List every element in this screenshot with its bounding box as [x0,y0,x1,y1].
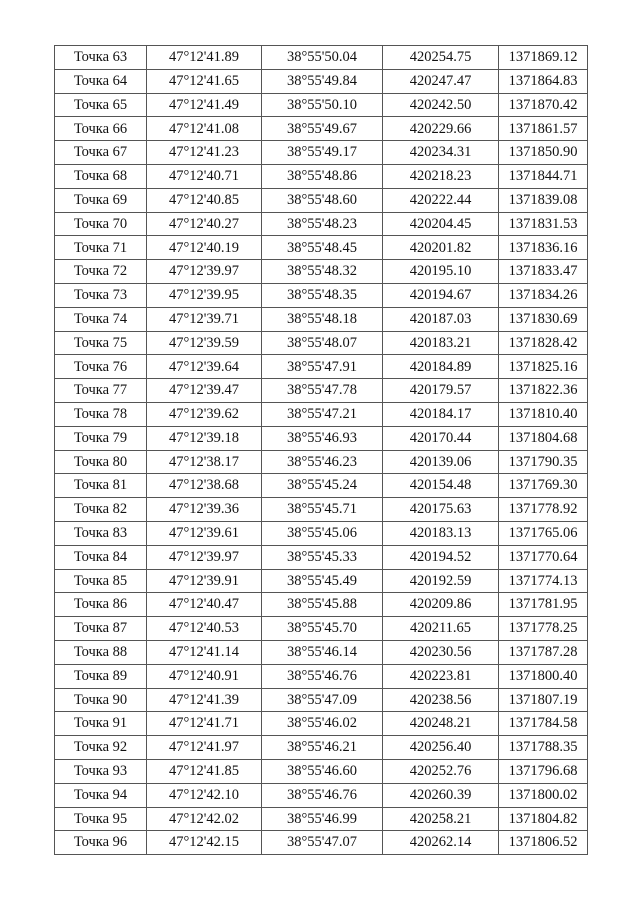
x-coordinate-cell: 420222.44 [383,188,499,212]
longitude-cell: 38°55'48.23 [262,212,383,236]
x-coordinate-cell: 420256.40 [383,736,499,760]
latitude-cell: 47°12'40.71 [147,164,262,188]
longitude-cell: 38°55'48.45 [262,236,383,260]
y-coordinate-cell: 1371806.52 [499,831,588,855]
x-coordinate-cell: 420183.13 [383,521,499,545]
longitude-cell: 38°55'48.60 [262,188,383,212]
longitude-cell: 38°55'47.91 [262,355,383,379]
latitude-cell: 47°12'39.97 [147,260,262,284]
x-coordinate-cell: 420184.89 [383,355,499,379]
table-row [55,93,588,117]
table-row [55,521,588,545]
table-row [55,117,588,141]
y-coordinate-cell: 1371770.64 [499,545,588,569]
point-name-cell: Точка 65 [55,93,147,117]
latitude-cell: 47°12'41.65 [147,69,262,93]
point-name-cell: Точка 69 [55,188,147,212]
longitude-cell: 38°55'48.32 [262,260,383,284]
latitude-cell: 47°12'39.59 [147,331,262,355]
latitude-cell: 47°12'42.02 [147,807,262,831]
x-coordinate-cell: 420254.75 [383,46,499,70]
table-row [55,236,588,260]
latitude-cell: 47°12'39.97 [147,545,262,569]
point-name-cell: Точка 91 [55,712,147,736]
y-coordinate-cell: 1371869.12 [499,46,588,70]
y-coordinate-cell: 1371830.69 [499,307,588,331]
longitude-cell: 38°55'48.07 [262,331,383,355]
x-coordinate-cell: 420194.52 [383,545,499,569]
longitude-cell: 38°55'46.99 [262,807,383,831]
latitude-cell: 47°12'41.08 [147,117,262,141]
y-coordinate-cell: 1371790.35 [499,450,588,474]
table-row [55,807,588,831]
latitude-cell: 47°12'39.91 [147,569,262,593]
table-row [55,688,588,712]
y-coordinate-cell: 1371774.13 [499,569,588,593]
longitude-cell: 38°55'46.14 [262,640,383,664]
x-coordinate-cell: 420252.76 [383,759,499,783]
table-row [55,69,588,93]
latitude-cell: 47°12'41.97 [147,736,262,760]
longitude-cell: 38°55'48.18 [262,307,383,331]
latitude-cell: 47°12'41.14 [147,640,262,664]
point-name-cell: Точка 68 [55,164,147,188]
latitude-cell: 47°12'39.64 [147,355,262,379]
table-row [55,46,588,70]
table-row [55,759,588,783]
latitude-cell: 47°12'39.47 [147,379,262,403]
point-name-cell: Точка 94 [55,783,147,807]
latitude-cell: 47°12'41.85 [147,759,262,783]
longitude-cell: 38°55'45.49 [262,569,383,593]
point-name-cell: Точка 88 [55,640,147,664]
latitude-cell: 47°12'40.85 [147,188,262,212]
y-coordinate-cell: 1371844.71 [499,164,588,188]
point-name-cell: Точка 76 [55,355,147,379]
longitude-cell: 38°55'47.78 [262,379,383,403]
longitude-cell: 38°55'46.60 [262,759,383,783]
table-row [55,426,588,450]
point-name-cell: Точка 79 [55,426,147,450]
point-name-cell: Точка 96 [55,831,147,855]
y-coordinate-cell: 1371781.95 [499,593,588,617]
table-row [55,164,588,188]
point-name-cell: Точка 92 [55,736,147,760]
table-row [55,736,588,760]
latitude-cell: 47°12'40.19 [147,236,262,260]
x-coordinate-cell: 420184.17 [383,402,499,426]
coordinates-table [54,45,588,855]
x-coordinate-cell: 420187.03 [383,307,499,331]
longitude-cell: 38°55'45.06 [262,521,383,545]
y-coordinate-cell: 1371828.42 [499,331,588,355]
table-row [55,831,588,855]
table-row [55,712,588,736]
table-row [55,640,588,664]
y-coordinate-cell: 1371825.16 [499,355,588,379]
y-coordinate-cell: 1371765.06 [499,521,588,545]
longitude-cell: 38°55'49.17 [262,141,383,165]
point-name-cell: Точка 66 [55,117,147,141]
longitude-cell: 38°55'47.21 [262,402,383,426]
table-row [55,617,588,641]
point-name-cell: Точка 73 [55,283,147,307]
latitude-cell: 47°12'42.10 [147,783,262,807]
latitude-cell: 47°12'38.17 [147,450,262,474]
point-name-cell: Точка 75 [55,331,147,355]
x-coordinate-cell: 420248.21 [383,712,499,736]
y-coordinate-cell: 1371836.16 [499,236,588,260]
longitude-cell: 38°55'50.04 [262,46,383,70]
latitude-cell: 47°12'42.15 [147,831,262,855]
x-coordinate-cell: 420192.59 [383,569,499,593]
x-coordinate-cell: 420201.82 [383,236,499,260]
longitude-cell: 38°55'45.33 [262,545,383,569]
latitude-cell: 47°12'40.27 [147,212,262,236]
table-row [55,307,588,331]
latitude-cell: 47°12'40.53 [147,617,262,641]
latitude-cell: 47°12'38.68 [147,474,262,498]
point-name-cell: Точка 63 [55,46,147,70]
latitude-cell: 47°12'41.89 [147,46,262,70]
table-row [55,141,588,165]
point-name-cell: Точка 86 [55,593,147,617]
point-name-cell: Точка 78 [55,402,147,426]
table-row [55,283,588,307]
y-coordinate-cell: 1371800.40 [499,664,588,688]
point-name-cell: Точка 95 [55,807,147,831]
x-coordinate-cell: 420183.21 [383,331,499,355]
x-coordinate-cell: 420260.39 [383,783,499,807]
x-coordinate-cell: 420262.14 [383,831,499,855]
longitude-cell: 38°55'46.21 [262,736,383,760]
y-coordinate-cell: 1371850.90 [499,141,588,165]
latitude-cell: 47°12'41.49 [147,93,262,117]
y-coordinate-cell: 1371800.02 [499,783,588,807]
point-name-cell: Точка 84 [55,545,147,569]
y-coordinate-cell: 1371833.47 [499,260,588,284]
y-coordinate-cell: 1371831.53 [499,212,588,236]
x-coordinate-cell: 420204.45 [383,212,499,236]
table-row [55,569,588,593]
table-row [55,545,588,569]
longitude-cell: 38°55'46.02 [262,712,383,736]
table-row [55,260,588,284]
table-row [55,664,588,688]
longitude-cell: 38°55'47.07 [262,831,383,855]
x-coordinate-cell: 420194.67 [383,283,499,307]
table-row [55,331,588,355]
point-name-cell: Точка 82 [55,498,147,522]
point-name-cell: Точка 72 [55,260,147,284]
longitude-cell: 38°55'45.88 [262,593,383,617]
point-name-cell: Точка 74 [55,307,147,331]
longitude-cell: 38°55'46.76 [262,783,383,807]
table-row [55,188,588,212]
longitude-cell: 38°55'47.09 [262,688,383,712]
latitude-cell: 47°12'40.47 [147,593,262,617]
table-row [55,450,588,474]
point-name-cell: Точка 70 [55,212,147,236]
y-coordinate-cell: 1371796.68 [499,759,588,783]
longitude-cell: 38°55'46.76 [262,664,383,688]
y-coordinate-cell: 1371834.26 [499,283,588,307]
latitude-cell: 47°12'39.71 [147,307,262,331]
table-row [55,593,588,617]
point-name-cell: Точка 87 [55,617,147,641]
x-coordinate-cell: 420247.47 [383,69,499,93]
point-name-cell: Точка 93 [55,759,147,783]
latitude-cell: 47°12'39.18 [147,426,262,450]
point-name-cell: Точка 80 [55,450,147,474]
table-row [55,355,588,379]
x-coordinate-cell: 420154.48 [383,474,499,498]
longitude-cell: 38°55'49.84 [262,69,383,93]
latitude-cell: 47°12'41.71 [147,712,262,736]
y-coordinate-cell: 1371864.83 [499,69,588,93]
table-row [55,474,588,498]
y-coordinate-cell: 1371804.82 [499,807,588,831]
coordinates-table-body [55,46,588,855]
table-row [55,402,588,426]
x-coordinate-cell: 420238.56 [383,688,499,712]
longitude-cell: 38°55'45.24 [262,474,383,498]
table-row [55,498,588,522]
longitude-cell: 38°55'46.93 [262,426,383,450]
latitude-cell: 47°12'40.91 [147,664,262,688]
y-coordinate-cell: 1371778.25 [499,617,588,641]
latitude-cell: 47°12'41.39 [147,688,262,712]
y-coordinate-cell: 1371769.30 [499,474,588,498]
longitude-cell: 38°55'48.35 [262,283,383,307]
point-name-cell: Точка 85 [55,569,147,593]
x-coordinate-cell: 420170.44 [383,426,499,450]
y-coordinate-cell: 1371807.19 [499,688,588,712]
y-coordinate-cell: 1371778.92 [499,498,588,522]
x-coordinate-cell: 420242.50 [383,93,499,117]
y-coordinate-cell: 1371822.36 [499,379,588,403]
point-name-cell: Точка 71 [55,236,147,260]
point-name-cell: Точка 81 [55,474,147,498]
x-coordinate-cell: 420139.06 [383,450,499,474]
y-coordinate-cell: 1371839.08 [499,188,588,212]
y-coordinate-cell: 1371804.68 [499,426,588,450]
latitude-cell: 47°12'41.23 [147,141,262,165]
x-coordinate-cell: 420195.10 [383,260,499,284]
x-coordinate-cell: 420234.31 [383,141,499,165]
longitude-cell: 38°55'45.71 [262,498,383,522]
x-coordinate-cell: 420175.63 [383,498,499,522]
longitude-cell: 38°55'45.70 [262,617,383,641]
y-coordinate-cell: 1371788.35 [499,736,588,760]
y-coordinate-cell: 1371870.42 [499,93,588,117]
longitude-cell: 38°55'48.86 [262,164,383,188]
x-coordinate-cell: 420209.86 [383,593,499,617]
x-coordinate-cell: 420229.66 [383,117,499,141]
point-name-cell: Точка 64 [55,69,147,93]
latitude-cell: 47°12'39.36 [147,498,262,522]
table-row [55,212,588,236]
point-name-cell: Точка 90 [55,688,147,712]
x-coordinate-cell: 420258.21 [383,807,499,831]
table-row [55,379,588,403]
point-name-cell: Точка 77 [55,379,147,403]
latitude-cell: 47°12'39.95 [147,283,262,307]
longitude-cell: 38°55'50.10 [262,93,383,117]
point-name-cell: Точка 83 [55,521,147,545]
point-name-cell: Точка 89 [55,664,147,688]
latitude-cell: 47°12'39.61 [147,521,262,545]
x-coordinate-cell: 420230.56 [383,640,499,664]
x-coordinate-cell: 420179.57 [383,379,499,403]
x-coordinate-cell: 420218.23 [383,164,499,188]
y-coordinate-cell: 1371787.28 [499,640,588,664]
longitude-cell: 38°55'49.67 [262,117,383,141]
table-row [55,783,588,807]
point-name-cell: Точка 67 [55,141,147,165]
x-coordinate-cell: 420211.65 [383,617,499,641]
longitude-cell: 38°55'46.23 [262,450,383,474]
x-coordinate-cell: 420223.81 [383,664,499,688]
y-coordinate-cell: 1371810.40 [499,402,588,426]
y-coordinate-cell: 1371861.57 [499,117,588,141]
y-coordinate-cell: 1371784.58 [499,712,588,736]
latitude-cell: 47°12'39.62 [147,402,262,426]
